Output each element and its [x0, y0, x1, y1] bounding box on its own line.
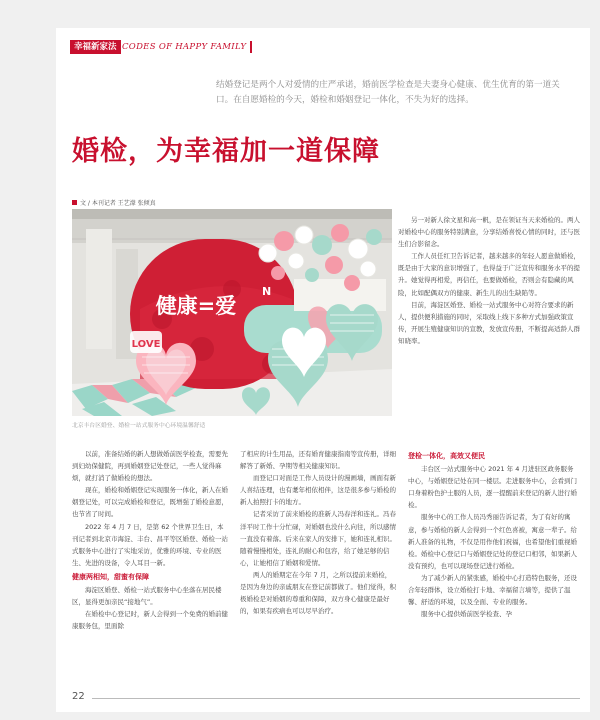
footer-rule: [92, 698, 580, 699]
body-column-3: [408, 448, 578, 620]
intro-paragraph: 结婚登记是两个人对爱情的庄严承诺，婚前医学检查是夫妻身心健康、优生优育的第一道关口。在自愿婚检的今天，婚检和婚姻登记一体化，不失为好的选择。: [216, 80, 560, 105]
photo-illustration: [72, 209, 392, 416]
magazine-page: [56, 28, 590, 712]
section-tag: 幸福新家法: [70, 40, 121, 54]
header-divider: [250, 41, 252, 53]
article-title: 婚检，为幸福加一道保障: [72, 136, 380, 167]
paragraph: 海淀区婚登、婚检一站式服务中心坐落在居民楼区，显得更加亲民“接地气”。: [72, 586, 222, 607]
paragraph: 两人的婚期定在今年 7 月，之所以提前来婚检，是因为身边的亲戚朋友在登记前都做了。他们觉得，积极婚检是对婚姻的尊重和保障，双方身心健康是最好的，如果有疾病也可以尽早治疗。: [240, 570, 396, 616]
paragraph: 而登记口对面是工作人员设计的漫画墙，画面有新人喜结连理，也有耄年相依相伴，这是很多参与婚检的新人拍照打卡的地方。: [240, 474, 396, 507]
paragraph: 现在，婚检和婚姻登记实现服务一体化，新人在婚姻登记处，可以完成婚检和登记，既增强了婚检意愿，也节省了时间。: [72, 486, 228, 519]
paragraph: 以前，准备结婚的新人想做婚前医学检查，需要先到妇幼保健院，再到婚姻登记处登记，一些人觉得麻烦，就打消了做婚检的想法。: [72, 450, 228, 483]
page-number: 22: [72, 691, 85, 702]
paragraph: 了相应的计生用品，还有婚育健康指南等宣传册，详细解答了新婚、孕期等相关健康知识。: [240, 450, 396, 471]
paragraph: 在婚检中心登记时，新人会得到一个免费的婚前健康服务包，里面除: [72, 610, 228, 631]
paragraph: 服务中心提供婚前医学检查、孕: [421, 610, 512, 619]
subheading-2: 登检一体化，高效又便民: [408, 452, 485, 460]
wall-slogan: 健康=爱: [155, 294, 237, 318]
body-column-1: [72, 448, 228, 632]
photo-caption: 北京丰台区婚登、婚检一站式服务中心环境温馨舒适: [72, 423, 206, 429]
byline-marker-icon: [72, 200, 77, 205]
paragraph: 目前，海淀区婚登、婚检一站式服务中心对符合要求的新人，提供便利措施的同时，采取线上线下多种方式加强政策宣传，开展生殖健康知识的宣教，发放宣传册，不断提高适龄人群知晓率。: [398, 300, 580, 345]
paragraph: 另一对新人徐文星和高一帆，是在领证当天来婚检的。两人对婚检中心的服务特别满意，分享结婚喜悦心情的同时，还与医生们合影留念。: [398, 216, 580, 249]
byline: [72, 198, 156, 207]
byline-text: 文 / 本刊记者 王艺濛 张倾真: [80, 200, 156, 207]
subheading-1: 健康两相知，甜蜜有保障: [72, 572, 149, 581]
body-column-2: [240, 448, 396, 617]
article-photo: [72, 209, 392, 416]
paragraph: 记者采访了前来婚检的准新人冯春洋和连礼。冯春洋平时工作十分忙碌，对婚姻也没什么向往，所以感情一直没有着落。后来在家人的安排下，她和连礼相识。随着慢慢相处，连礼的耐心和包容，给了她足够的信心，让她相信了婚姻和爱情。: [240, 510, 396, 567]
section-english-title: CODES OF HAPPY FAMILY: [122, 42, 247, 52]
paragraph: 工作人员任红卫告诉记者，越来越多的年轻人愿意做婚检，既是由于大家的意识增强了，也得益于广泛宣传和服务水平的提升。她觉得再相爱，再信任，也要做婚检，否则会有隐藏的风险，比如配偶双方的健康、新生儿的出生缺陷等。: [398, 252, 580, 297]
love-sign: LOVE: [131, 339, 161, 350]
paragraph: 丰台区一站式服务中心 2021 年 4 月进驻区政务服务中心，与婚姻登记处在同一楼层。走进服务中心，会看到门口身着粉色护士服的人员，逐一提醒前来登记的新人进行婚检。: [408, 465, 577, 510]
wall-slogan-superscript: N: [262, 285, 272, 298]
right-column-text: [398, 214, 580, 347]
paragraph: 为了减少新人的紧张感，婚检中心打造特色服务，还设合年轻群体，设立婚检打卡地、幸福留言墙等，提供了温馨、舒适的环境，以及全面、专业的服务。: [408, 573, 577, 607]
paragraph: 服务中心的工作人员冯秀丽告诉记者，为了有好的寓意，参与婚检的新人会得到一个红色喜被，寓意一辈子。给新人准备的礼物，不仅是用作他们祝福，也希望他们重视婚检。婚检中心登记口与婚姻登记处的登记口相邻，如果新人没有预约，也可以现场登记进行婚检。: [408, 513, 577, 570]
section-header: [70, 40, 330, 54]
paragraph: 2022 年 4 月 7 日，是第 62 个世界卫生日，本刊记者到北京市海淀、丰台、昌平等区婚登、婚检一站式服务中心进行了实地采访，优雅的环境、专业的医生、先进的设备，令人耳目一新。: [72, 522, 228, 567]
